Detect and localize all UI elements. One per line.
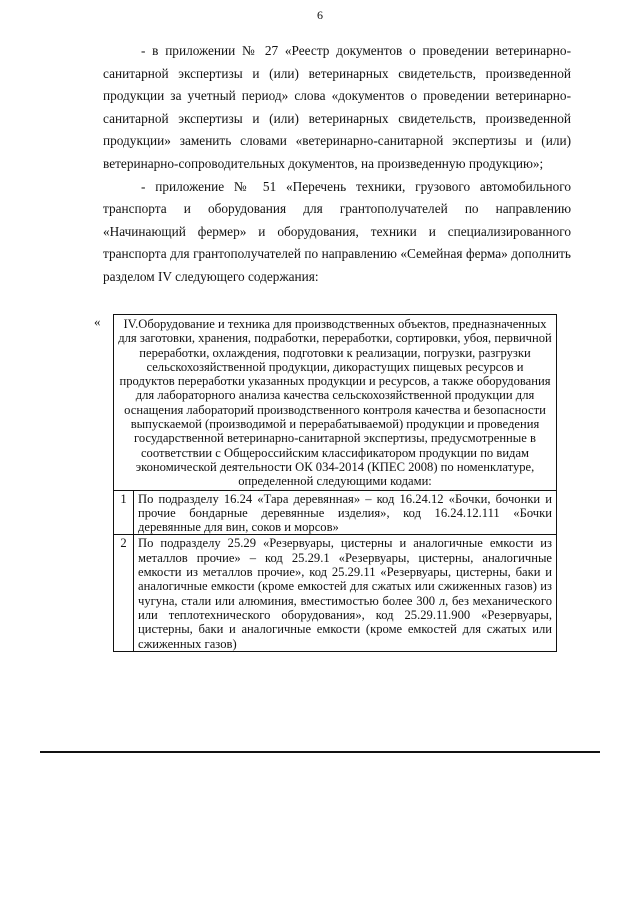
equipment-table bbox=[113, 314, 557, 652]
table-row bbox=[114, 490, 556, 535]
row-number: 1 bbox=[114, 491, 134, 535]
page-number: 6 bbox=[317, 8, 323, 22]
opening-quote-mark: « bbox=[94, 314, 101, 329]
table-section-header: IV.Оборудование и техника для производственных объектов, предназначенных для заготовки, хранения, подработки, переработки, сортировки, убоя, первичной переработки, охлаждения, подготовки к реализации, погрузки, разгрузки сельскохозяйственной продукции, дикорастущих пищевых ресурсов и продуктов переработки указанных продукции и ресурсов, а также оборудования для лабораторного анализа качества сельскохозяйственной продукции для оснащения лабораторий производственного контроля качества и безопасности выпускаемой (производимой и перерабатываемой) продукции и проведения государственной ветеринарно-санитарной экспертизы, предусмотренные в соответствии с Общероссийским классификатором продукции по видам экономической деятельности ОК 034-2014 (КПЕС 2008) по номенклатуре, определенной следующими кодами: bbox=[118, 317, 552, 489]
row-text: По подразделу 25.29 «Резервуары, цистерны и аналогичные емкости из металлов прочие» – код 25.29.1 «Резервуары, цистерны, аналогичные емкости из металлов прочие», код 25.29.11 «Резервуары, цистерны, баки и аналогичные емкости (кроме емкостей для сжатых или сжиженных газов) из чугуна, стали или алюминия, вместимостью более 300 л, без механического или теплотехнического оборудования», код 25.29.11.900 «Резервуары, цистерны, баки и аналогичные емкости (кроме емкостей для сжатых или сжиженных газов) bbox=[138, 536, 552, 651]
bottom-divider bbox=[40, 751, 600, 753]
row-text: По подразделу 16.24 «Тара деревянная» – код 16.24.12 «Бочки, бочонки и прочие бондарные деревянные изделия», код 16.24.12.111 «Бочки деревянные для вин, соков и морсов» bbox=[138, 491, 552, 535]
paragraph-appendix-51: - приложение № 51 «Перечень техники, грузового автомобильного транспорта и оборудования для грантополучателей по направлению «Начинающий фермер» и оборудования, техники и специализированного транспорта для грантополучателей по направлению «Семейная ферма» дополнить разделом IV следующего содержания: bbox=[103, 178, 571, 284]
paragraph-appendix-27: - в приложении № 27 «Реестр документов о проведении ветеринарно-санитарной экспертизы и (или) ветеринарных свидетельств, произведенной продукции за учетный период» слова «документов о проведении ветеринарно-санитарной экспертизы и (или) ветеринарных свидетельств, произведенной продукции» заменить словами «ветеринарно-санитарной экспертизы и (или) ветеринарно-сопроводительных документов, на произведенную продукцию»; bbox=[103, 43, 571, 171]
table-row bbox=[114, 534, 556, 650]
body-text bbox=[103, 40, 571, 289]
row-number: 2 bbox=[114, 535, 134, 650]
